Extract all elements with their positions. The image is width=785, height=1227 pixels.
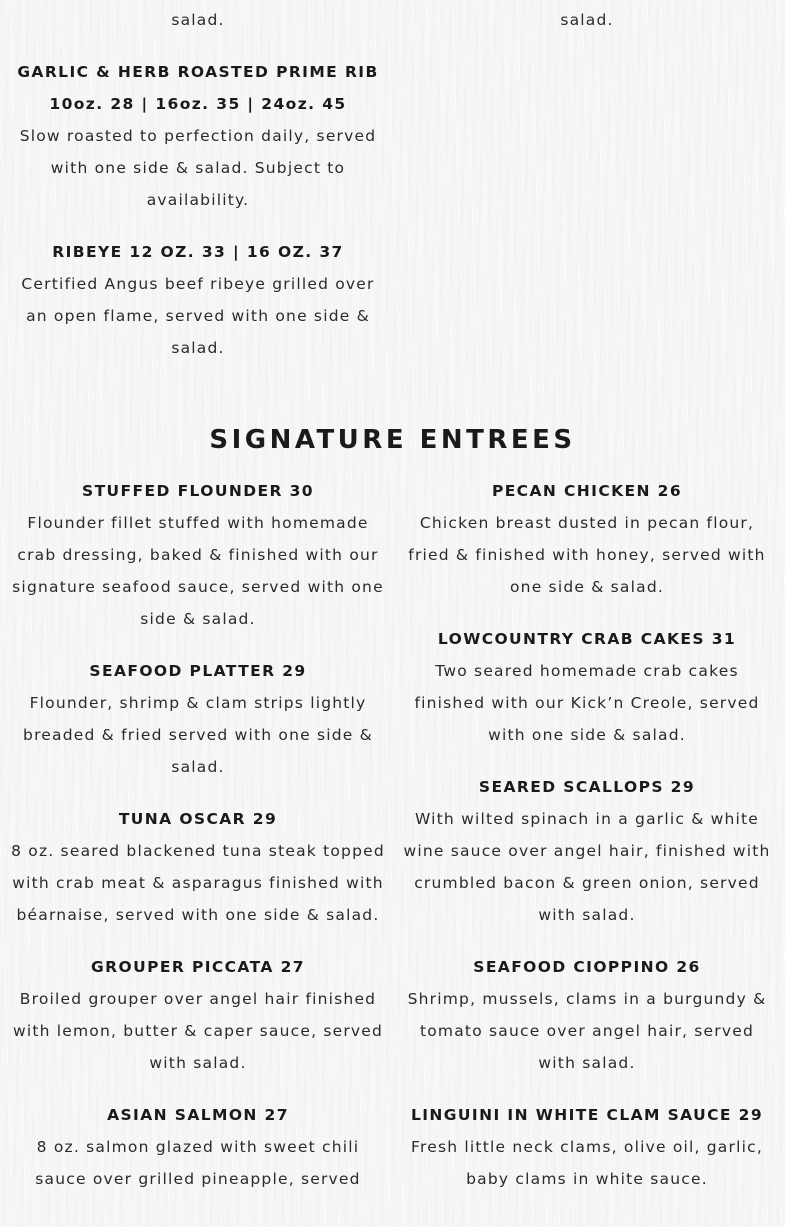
menu-item-description: Broiled grouper over angel hair finished with lemon, butter & caper sauce, served with salad. [12, 990, 384, 1072]
menu-item-seared-scallops [400, 771, 774, 931]
top-left-column [11, 4, 385, 384]
menu-item-description: 8 oz. salmon glazed with sweet chili sauce over grilled pineapple, served [35, 1138, 361, 1188]
menu-item-title: SEARED SCALLOPS 29 [478, 778, 696, 796]
menu-item-ribeye [11, 236, 385, 364]
signature-right-column [400, 475, 774, 1215]
menu-item-description: salad. [171, 11, 225, 29]
menu-item-pecan-chicken [400, 475, 774, 603]
menu-item-seafood-cioppino [400, 951, 774, 1079]
menu-item-title: RIBEYE 12 OZ. 33 | 16 OZ. 37 [52, 243, 344, 261]
menu-item-tuna-oscar [11, 803, 385, 931]
menu-item-description: Chicken breast dusted in pecan flour, fried & finished with honey, served with one side & salad. [408, 514, 766, 596]
menu-item-description: Shrimp, mussels, clams in a burgundy & tomato sauce over angel hair, served with salad. [407, 990, 767, 1072]
menu-item-crab-cakes [400, 623, 774, 751]
menu-item-title: PECAN CHICKEN 26 [491, 482, 683, 500]
menu-item-description: With wilted spinach in a garlic & white wine sauce over angel hair, finished with crumbled bacon & green onion, served with salad. [403, 810, 771, 924]
menu-item-seafood-platter [11, 655, 385, 783]
signature-left-column [11, 475, 385, 1215]
menu-item-description: salad. [560, 11, 614, 29]
menu-item-title: LINGUINI IN WHITE CLAM SAUCE 29 [410, 1106, 764, 1124]
section-heading-signature-entrees: SIGNATURE ENTREES [209, 425, 576, 455]
menu-item-description: 8 oz. seared blackened tuna steak topped with crab meat & asparagus finished with béarnaise, served with one side & salad. [11, 842, 385, 924]
menu-item-prime-rib [11, 56, 385, 216]
menu-item-title: STUFFED FLOUNDER 30 [82, 482, 314, 500]
menu-item-title: GARLIC & HERB ROASTED PRIME RIB [17, 63, 379, 81]
menu-item-stuffed-flounder [11, 475, 385, 635]
menu-item-description: Flounder fillet stuffed with homemade crab dressing, baked & finished with our signature seafood sauce, served with one side & salad. [12, 514, 384, 628]
menu-item [11, 4, 385, 36]
menu-item-linguini-clam [400, 1099, 774, 1195]
menu-item-description: Certified Angus beef ribeye grilled over an open flame, served with one side & salad. [21, 275, 375, 357]
menu-item-asian-salmon [11, 1099, 385, 1195]
menu-item [400, 4, 774, 36]
top-right-column [400, 4, 774, 56]
menu-item-prices: 10oz. 28 | 16oz. 35 | 24oz. 45 [49, 95, 347, 113]
menu-item-description: Flounder, shrimp & clam strips lightly breaded & fried served with one side & salad. [23, 694, 373, 776]
menu-item-grouper-piccata [11, 951, 385, 1079]
menu-item-title: SEAFOOD PLATTER 29 [89, 662, 307, 680]
menu-item-title: GROUPER PICCATA 27 [91, 958, 305, 976]
menu-item-description: Two seared homemade crab cakes finished with our Kick’n Creole, served with one side & salad. [414, 662, 760, 744]
menu-item-title: LOWCOUNTRY CRAB CAKES 31 [437, 630, 737, 648]
menu-item-description: Slow roasted to perfection daily, served with one side & salad. Subject to availability. [19, 127, 377, 209]
menu-item-title: ASIAN SALMON 27 [107, 1106, 289, 1124]
menu-item-title: SEAFOOD CIOPPINO 26 [473, 958, 701, 976]
menu-item-description: Fresh little neck clams, olive oil, garlic, baby clams in white sauce. [411, 1138, 763, 1188]
menu-item-title: TUNA OSCAR 29 [118, 810, 278, 828]
